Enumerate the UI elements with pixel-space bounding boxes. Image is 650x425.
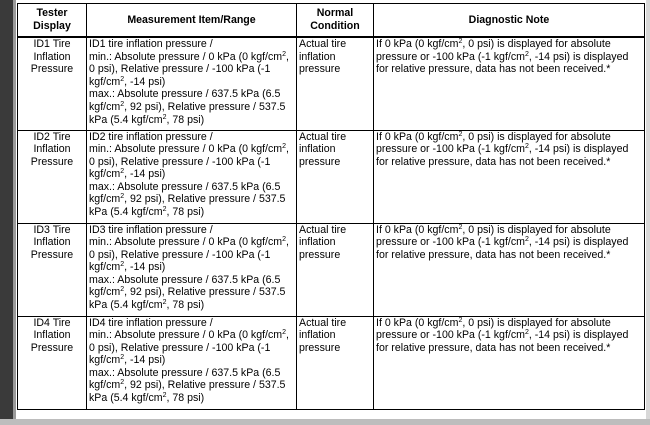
measurement-range-cell: ID2 tire inflation pressure / min.: Absolute pressure / 0 kPa (0 kgf/$cm^2$, 0 psi), Relative pressure / -100 kPa (-1 kgf/$cm^2$, -14 psi) max.: Absolute pressure / 637.5 kPa (6.5 kgf/$cm^2$, 92 psi), Relative pressure / 537.5 kPa (5.4 kgf/$cm^2$, 78 psi) [87,130,297,223]
document-page [16,0,646,419]
table-row [18,130,645,223]
table-row [18,223,645,316]
measurement-range-cell: ID3 tire inflation pressure / min.: Absolute pressure / 0 kPa (0 kgf/$cm^2$, 0 psi), Relative pressure / -100 kPa (-1 kgf/$cm^2$, -14 psi) max.: Absolute pressure / 637.5 kPa (6.5 kgf/$cm^2$, 92 psi), Relative pressure / 537.5 kPa (5.4 kgf/$cm^2$, 78 psi) [87,223,297,316]
header-normal-condition: Normal Condition [297,4,374,38]
table-row [18,37,645,130]
window-frame-right [646,0,650,425]
window-frame-bottom [0,419,650,425]
normal-condition-cell: Actual tire inflation pressure [297,223,374,316]
tester-display-cell: ID1 Tire Inflation Pressure [18,37,87,130]
diagnostic-note-cell: If 0 kPa (0 kgf/$cm^2$, 0 psi) is displayed for absolute pressure or -100 kPa (-1 kgf/$cm^2$, -14 psi) is displayed for relative pressure, data has not been received.* [374,316,645,409]
window-frame-left [0,0,13,425]
header-diagnostic-note: Diagnostic Note [374,4,645,38]
tester-display-cell: ID4 Tire Inflation Pressure [18,316,87,409]
normal-condition-cell: Actual tire inflation pressure [297,316,374,409]
header-tester-display: Tester Display [18,4,87,38]
diagnostic-note-cell: If 0 kPa (0 kgf/$cm^2$, 0 psi) is displayed for absolute pressure or -100 kPa (-1 kgf/$cm^2$, -14 psi) is displayed for relative pressure, data has not been received.* [374,223,645,316]
table-row [18,316,645,409]
measurement-range-cell: ID4 tire inflation pressure / min.: Absolute pressure / 0 kPa (0 kgf/$cm^2$, 0 psi), Relative pressure / -100 kPa (-1 kgf/$cm^2$, -14 psi) max.: Absolute pressure / 637.5 kPa (6.5 kgf/$cm^2$, 92 psi), Relative pressure / 537.5 kPa (5.4 kgf/$cm^2$, 78 psi) [87,316,297,409]
table-header-row [18,4,645,38]
tester-display-cell: ID2 Tire Inflation Pressure [18,130,87,223]
normal-condition-cell: Actual tire inflation pressure [297,130,374,223]
normal-condition-cell: Actual tire inflation pressure [297,37,374,130]
header-measurement-item: Measurement Item/Range [87,4,297,38]
diagnostic-note-cell: If 0 kPa (0 kgf/$cm^2$, 0 psi) is displayed for absolute pressure or -100 kPa (-1 kgf/$cm^2$, -14 psi) is displayed for relative pressure, data has not been received.* [374,37,645,130]
data-list-table [17,3,645,410]
measurement-range-cell: ID1 tire inflation pressure / min.: Absolute pressure / 0 kPa (0 kgf/$cm^2$, 0 psi), Relative pressure / -100 kPa (-1 kgf/$cm^2$, -14 psi) max.: Absolute pressure / 637.5 kPa (6.5 kgf/$cm^2$, 92 psi), Relative pressure / 537.5 kPa (5.4 kgf/$cm^2$, 78 psi) [87,37,297,130]
tester-display-cell: ID3 Tire Inflation Pressure [18,223,87,316]
diagnostic-note-cell: If 0 kPa (0 kgf/$cm^2$, 0 psi) is displayed for absolute pressure or -100 kPa (-1 kgf/$cm^2$, -14 psi) is displayed for relative pressure, data has not been received.* [374,130,645,223]
